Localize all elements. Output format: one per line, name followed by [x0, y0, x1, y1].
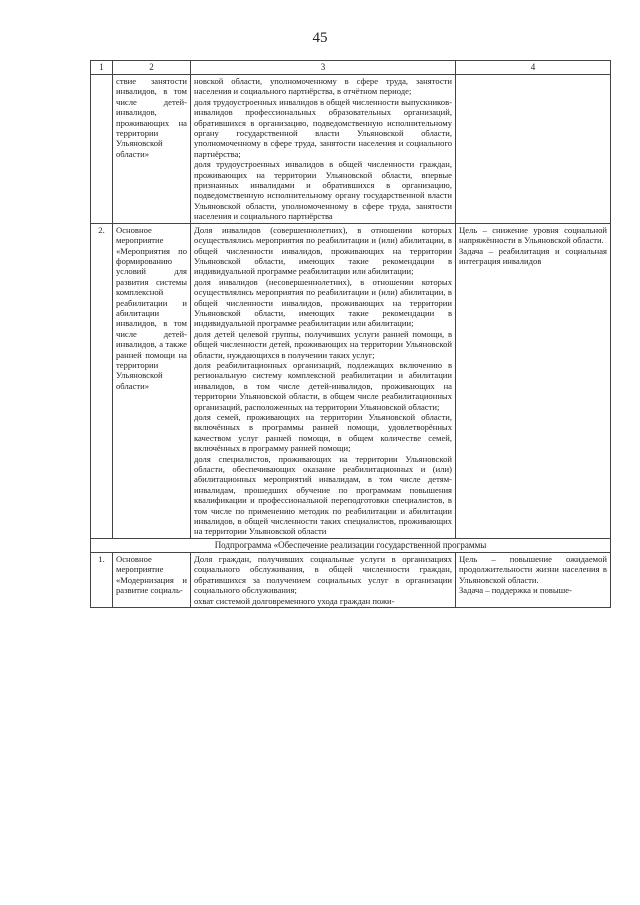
indicator: доля реабилитационных организаций, подлежащих включению в региональную систему комплексной реабилитации и абилитации инвалидов, в том числе детей-инвалидов, проживающих на территории Ульяновской области, в общем числе реабилитационных организаций, расположенных на территории Ульяновской области; — [194, 359, 452, 412]
indicators-cell — [191, 75, 456, 224]
row-number: 2. — [91, 223, 113, 538]
indicator: Доля инвалидов (совершеннолетних), в отношении которых осуществлялись мероприятия по реабилитации и (или) абилитации, в общей численности инвалидов, проживающих на территории Ульяновской области, имеющих такие рекомендации в индивидуальной программе реабилитации или абилитации; — [194, 224, 452, 277]
indicator: доля семей, проживающих на территории Ульяновской области, включённых в программы ранней помощи, удовлетворённых качеством услуг ранней помощи, в общем количестве семей, включённых в программу ранней помощи; — [194, 412, 452, 454]
row-number: 1. — [91, 552, 113, 607]
event-name: Основное мероприятие «Мероприятия по формированию условий для развития системы комплексной реабилитации и абилитации инвалидов, в том числе детей-инвалидов, а также ранней помощи на территории Ульяновской области» — [113, 223, 191, 538]
indicators-cell — [191, 552, 456, 607]
table-row-1 — [91, 552, 611, 607]
table-row-continued — [91, 75, 611, 224]
header-cell: 2 — [113, 61, 191, 75]
task-text: Задача – поддержка и повыше- — [459, 585, 572, 596]
indicator: новской области, уполномоченному в сфере труда, занятости населения и социального партнёрства, в отчётном периоде; — [194, 76, 452, 97]
task-text: Задача – реабилитация и социальная интеграция инвалидов — [459, 245, 607, 266]
indicator: охват системой долговременного ухода граждан пожи- — [194, 595, 395, 606]
goal-text: Цель – повышение ожидаемой продолжительности жизни населения в Ульяновской области. — [459, 553, 607, 585]
indicator: Доля граждан, получивших социальные услуги в организациях социального обслуживания, в общей численности граждан, обратившихся за получением социальных услуг в организации социального обслуживания; — [194, 553, 452, 596]
indicator: доля инвалидов (несовершеннолетних), в отношении которых осуществлялись мероприятия по реабилитации и (или) абилитации, в общей численности инвалидов, проживающих на территории Ульяновской области, имеющих такие рекомендации в индивидуальной программе реабилитации или абилитации; — [194, 276, 452, 329]
event-name: Основное мероприятие «Модернизация и развитие социаль- — [113, 552, 191, 607]
goals-cell — [456, 75, 611, 224]
indicators-cell — [191, 223, 456, 538]
program-table — [90, 60, 611, 608]
row-number — [91, 75, 113, 224]
header-cell: 3 — [191, 61, 456, 75]
table-row-2 — [91, 223, 611, 538]
goals-cell — [456, 223, 611, 538]
subprogram-title: Подпрограмма «Обеспечение реализации государственной программы — [91, 538, 611, 552]
indicator: доля детей целевой группы, получивших услуги ранней помощи, в общей численности детей, проживающих на территории Ульяновской области, нуждающихся в получении таких услуг; — [194, 328, 452, 360]
page-number: 45 — [312, 30, 328, 46]
goals-cell — [456, 552, 611, 607]
indicator: доля трудоустроенных инвалидов в общей численности граждан, проживающих на территории Ульяновской области, впервые признанных инвалидами и обратившихся в организацию, подведомственную исполнительному органу государственной власти Ульяновской области, уполномоченному в сфере труда, занятости населения и социального партнёрства — [194, 159, 452, 222]
indicator: доля специалистов, проживающих на территории Ульяновской области, обеспечивающих оказание реабилитационных и (или) абилитационных мероприятий инвалидам, в том числе детям-инвалидам, прошедших обучение по программам повышения квалификации и профессиональной переподготовки специалистов, в том числе по применению методик по реабилитации и абилитации инвалидов, в общей численности таких специалистов, проживающих на территории Ульяновской области — [194, 453, 452, 537]
event-name: ствие занятости инвалидов, в том числе детей-инвалидов, проживающих на территории Ульяновской области» — [113, 75, 191, 224]
table-header-row — [91, 61, 611, 75]
header-cell: 1 — [91, 61, 113, 75]
goal-text: Цель – снижение уровня социальной напряжённости в Ульяновской области. — [459, 224, 607, 246]
subprogram-row — [91, 538, 611, 552]
indicator: доля трудоустроенных инвалидов в общей численности выпускников-инвалидов профессиональных образовательных организаций, обратившихся в организацию, подведомственную исполнительному органу государственной власти Ульяновской области, уполномоченному в сфере труда, занятости населения и социального партнёрства; — [194, 96, 452, 159]
header-cell: 4 — [456, 61, 611, 75]
